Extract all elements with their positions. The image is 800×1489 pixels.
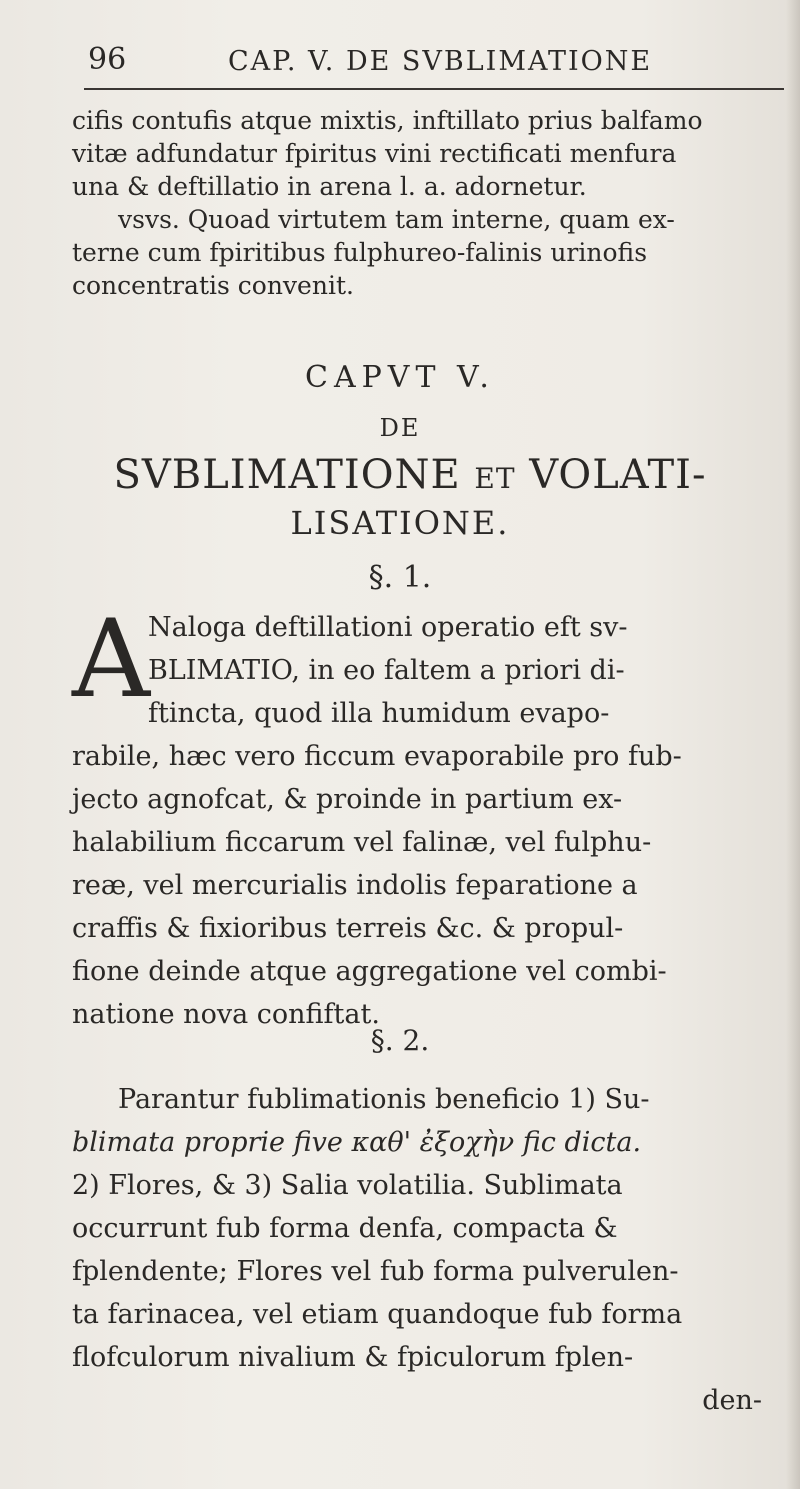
section-mark-1: §. 1. [368,560,432,595]
chapter-title-line2: LISATIONE. [290,504,510,542]
text-line: BLIMATIO, in eo faltem a priori di- [148,655,625,686]
running-title: CAP. V. DE SVBLIMATIONE [228,46,653,77]
text-line: terne cum fpiritibus fulphureo-falinis urinofis [72,238,648,267]
text-line: fione deinde atque aggregatione vel combi- [72,956,667,987]
intro-paragraph [72,104,772,203]
text-line: concentratis convenit. [72,271,354,300]
text-line: Naloga deftillationi operatio eft sv- [148,612,628,643]
text-line: occurrunt fub forma denfa, compacta & [72,1213,618,1244]
text-line: Parantur fublimationis beneficio 1) Su- [118,1084,650,1115]
section1-paragraph [72,597,772,1036]
text-line: reæ, vel mercurialis indolis feparatione a [72,870,638,901]
page-edge-shadow [786,0,800,1489]
section2-paragraph [72,1078,772,1422]
text-line: natione nova confiftat. [72,999,380,1030]
catchword: den- [702,1385,762,1416]
chapter-title-et: ET [474,462,516,495]
chapter-number: CAPVT V. [305,360,495,395]
text-line: ftincta, quod illa humidum evapo- [148,698,610,729]
text-line: blimata proprie five καθ' ἐξοχὴν fic dicta. [72,1127,642,1158]
usus-paragraph [72,203,772,302]
section-mark-2: §. 2. [370,1024,430,1057]
drop-capital: A [72,597,150,722]
text-line: una & deftillatio in arena l. a. adornetur. [72,172,587,201]
text-line: cifis contufis atque mixtis, inftillato prius balfamo [72,106,703,135]
chapter-title-line1 [20,452,800,498]
text-line: flofculorum nivalium & fpiculorum fplen- [72,1342,634,1373]
text-line: halabilium ficcarum vel falinæ, vel fulphu- [72,827,652,858]
text-line: vsvs. Quoad virtutem tam interne, quam ex- [118,205,675,234]
chapter-de: DE [379,414,421,442]
page-number: 96 [88,42,127,77]
text-line: craffis & fixioribus terreis &c. & propul- [72,913,624,944]
running-head [84,40,784,90]
text-line: vitæ adfundatur fpiritus vini rectificati menfura [72,139,677,168]
text-line: ta farinacea, vel etiam quandoque fub forma [72,1299,683,1330]
text-line: 2) Flores, & 3) Salia volatilia. Sublimata [72,1170,623,1201]
text-line: fplendente; Flores vel fub forma pulverulen- [72,1256,679,1287]
text-line: rabile, hæc vero ficcum evaporabile pro fub- [72,741,682,772]
chapter-title-part: VOLATI- [515,452,707,498]
chapter-title-part: SVBLIMATIONE [113,452,475,498]
text-line: jecto agnofcat, & proinde in partium ex- [72,784,623,815]
